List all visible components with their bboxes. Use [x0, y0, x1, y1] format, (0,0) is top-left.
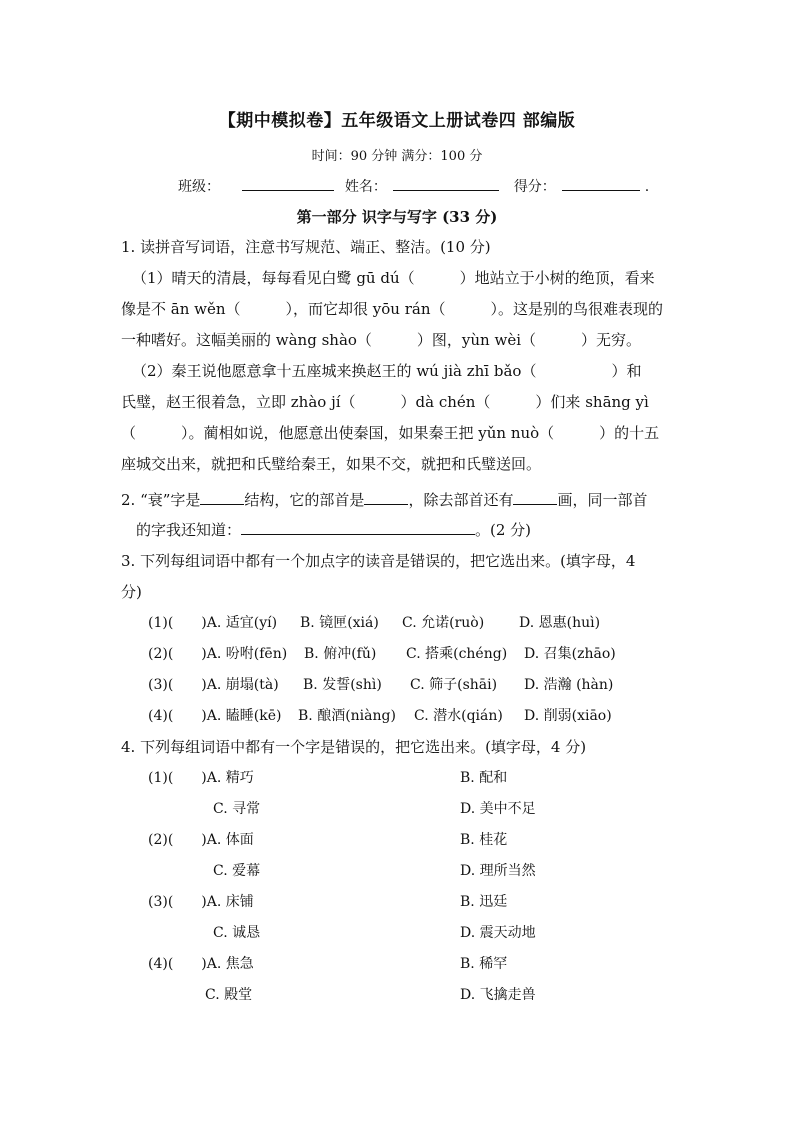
q2-blank-chars[interactable]: [241, 520, 475, 535]
exam-title: 【期中模拟卷】五年级语文上册试卷四 部编版: [218, 111, 576, 131]
q1-head: 1. 读拼音写词语，注意书写规范、端正、整洁。(10 分): [121, 238, 491, 256]
q2-text-b: 结构，它的部首是: [244, 491, 365, 509]
student-info-row: [178, 176, 649, 196]
q3-2-d: D. 召集(zhāo): [524, 646, 616, 662]
section-title: 第一部分 识字与写字 (33 分): [296, 208, 498, 226]
q2-text-f: 。(2 分): [475, 521, 532, 539]
q3-1-d: D. 恩惠(huì): [519, 615, 601, 631]
q2-blank-radical[interactable]: [364, 490, 408, 505]
q4-2-b: B. 桂花: [460, 832, 508, 848]
q3-2-a: (2)( )A. 吩咐(fēn): [148, 646, 288, 662]
q1-p1-line2: 像是不 ān wěn（ ），而它却很 yōu rán（ ）。这是别的鸟很难表现的: [121, 300, 663, 318]
class-blank[interactable]: [242, 176, 334, 191]
exam-time-score: 时间：90 分钟 满分：100 分: [311, 149, 483, 164]
q3-4-b: B. 酿酒(niàng): [298, 708, 396, 724]
q3-1-b: B. 镜匣(xiá): [300, 615, 379, 631]
q4-3-b: B. 迅廷: [460, 894, 508, 910]
info-end: .: [644, 179, 650, 195]
q4-4-b: B. 稀罕: [460, 956, 508, 972]
q2-text-c: ，除去部首还有: [408, 491, 514, 509]
q3-4-d: D. 削弱(xiāo): [524, 708, 612, 724]
q3-2-b: B. 俯冲(fǔ): [304, 646, 377, 662]
q4-1-a: (1)( )A. 精巧: [148, 770, 254, 786]
q3-1-a: (1)( )A. 适宜(yí): [148, 615, 278, 631]
q4-4-a: (4)( )A. 焦急: [148, 956, 254, 972]
q2-line2: [136, 520, 531, 540]
q4-3-d: D. 震天动地: [460, 925, 536, 941]
q3-head-line2: 分): [121, 583, 142, 601]
q3-3-b: B. 发誓(shì): [303, 677, 382, 693]
q3-1-c: C. 允诺(ruò): [402, 615, 485, 631]
q3-3-c: C. 筛子(shāi): [410, 677, 498, 693]
q2-text-a: 2. “衰”字是: [121, 491, 201, 509]
q4-3-a: (3)( )A. 床铺: [148, 894, 254, 910]
q1-p2-line2: 氏璧，赵王很着急，立即 zhào jí（ ）dà chén（ ）们来 shāng yì: [121, 393, 649, 411]
q3-3-d: D. 浩瀚 (hàn): [524, 677, 614, 693]
q4-1-d: D. 美中不足: [460, 801, 536, 817]
q4-2-d: D. 理所当然: [460, 863, 536, 879]
q1-p1-line1: （1）晴天的清晨，每每看见白鹭 gū dú（ ）地站立于小树的绝顶，看来: [132, 269, 655, 287]
q2-text-e: 的字我还知道：: [136, 521, 242, 539]
q2-blank-strokes[interactable]: [513, 490, 557, 505]
q4-3-c: C. 诚恳: [213, 925, 261, 941]
q3-4-a: (4)( )A. 瞌睡(kē): [148, 708, 282, 724]
score-label: 得分：: [513, 179, 556, 195]
q3-head-line1: 3. 下列每组词语中都有一个加点字的读音是错误的，把它选出来。(填字母，4: [121, 552, 636, 570]
q4-1-c: C. 寻常: [213, 801, 261, 817]
q4-4-c: C. 殿堂: [205, 987, 253, 1003]
score-blank[interactable]: [562, 176, 640, 191]
q4-2-c: C. 爱幕: [213, 863, 261, 879]
q4-2-a: (2)( )A. 体面: [148, 832, 254, 848]
q3-4-c: C. 潜水(qián): [414, 708, 503, 724]
q3-2-c: C. 搭乘(chéng): [406, 646, 508, 662]
q1-p2-line4: 座城交出来，就把和氏璧给秦王，如果不交，就把和氏璧送回。: [121, 455, 542, 473]
name-label: 姓名：: [344, 179, 387, 195]
q3-3-a: (3)( )A. 崩塌(tà): [148, 677, 279, 693]
q2-line1: [121, 490, 647, 510]
q2-blank-structure[interactable]: [200, 490, 244, 505]
q4-4-d: D. 飞擒走兽: [460, 987, 536, 1003]
name-blank[interactable]: [393, 176, 499, 191]
q2-text-d: 画，同一部首: [557, 491, 648, 509]
q1-p1-line3: 一种嗜好。这幅美丽的 wàng shào（ ）图，yùn wèi（ ）无穷。: [121, 331, 641, 349]
q4-1-b: B. 配和: [460, 770, 508, 786]
q1-p2-line3: （ ）。蔺相如说，他愿意出使秦国，如果秦王把 yǔn nuò（ ）的十五: [121, 424, 660, 442]
q4-head: 4. 下列每组词语中都有一个字是错误的，把它选出来。(填字母，4 分): [121, 738, 587, 756]
class-label: 班级：: [178, 179, 220, 195]
q1-p2-line1: （2）秦王说他愿意拿十五座城来换赵王的 wú jià zhī bǎo（ ）和: [132, 362, 642, 380]
